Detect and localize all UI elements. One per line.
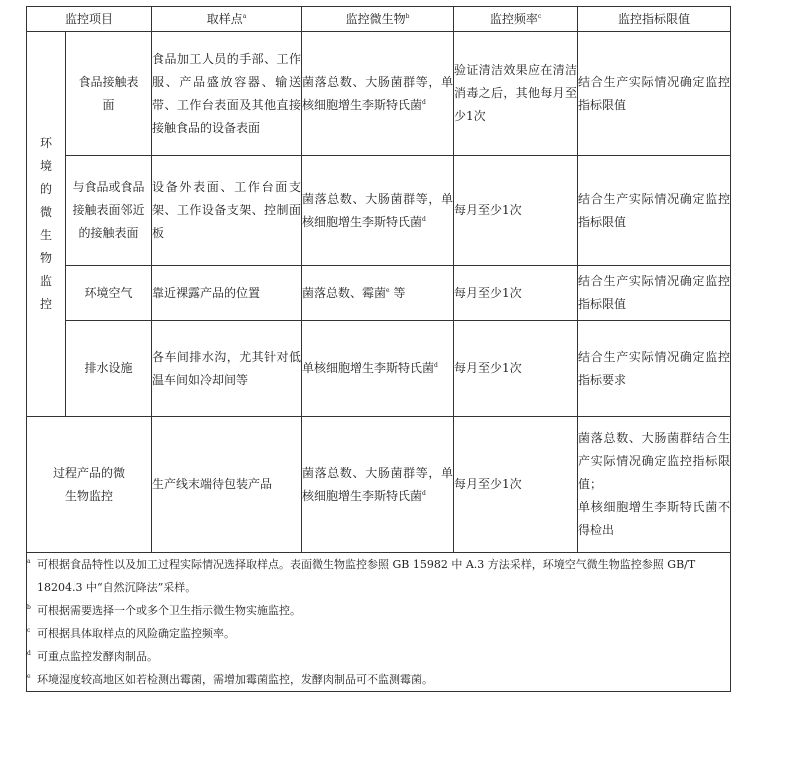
frequency-cell: 每月至少1次 [454,266,578,321]
item-cell: 环境空气 [66,266,152,321]
footnote: d 可重点监控发酵肉制品。 [27,650,158,663]
footnote: a 可根据食品特性以及加工过程实际情况选择取样点。表面微生物监控参照 GB 15982 中 A.3 方法采样，环境空气微生物监控参照 GB/T 18204.3 中“自然沉降法”采样。 [27,558,696,594]
footnotes [27,553,731,692]
microbe-cell: 菌落总数、霉菌$^e$ 等 [302,266,454,321]
sampling-point-cell: 生产线末端待包装产品 [152,417,302,553]
item-cell: 与食品或食品接触表面邻近的接触表面 [66,156,152,266]
microbe-cell: 菌落总数、大肠菌群等，单核细胞增生李斯特氏菌$^d$ [302,417,454,553]
sampling-point-cell: 各车间排水沟，尤其针对低温车间如冷却间等 [152,321,302,417]
footnote: c 可根据具体取样点的风险确定监控频率。 [27,627,235,640]
limit-cell: 结合生产实际情况确定监控指标限值 [578,266,731,321]
frequency-cell: 每月至少1次 [454,321,578,417]
table-row [27,321,731,417]
header-cell: 监控频率$^c$ [454,7,578,32]
table-row [27,156,731,266]
frequency-cell: 每月至少1次 [454,417,578,553]
footnote: b 可根据需要选择一个或多个卫生指示微生物实施监控。 [27,604,301,617]
microbe-cell: 单核细胞增生李斯特氏菌$^d$ [302,321,454,417]
header-cell: 监控微生物$^b$ [302,7,454,32]
item-cell: 排水设施 [66,321,152,417]
table-row [27,417,731,553]
group-label-cell: 环 境 的 微 生 物 监 控 [27,32,66,417]
limit-cell: 菌落总数、大肠菌群结合生产实际情况确定监控指标限值； 单核细胞增生李斯特氏菌不得检出 [578,417,731,553]
sampling-point-cell: 设备外表面、工作台面支架、工作设备支架、控制面板 [152,156,302,266]
limit-cell: 结合生产实际情况确定监控指标限值 [578,156,731,266]
limit-cell: 结合生产实际情况确定监控指标要求 [578,321,731,417]
sampling-point-cell: 食品加工人员的手部、工作服、产品盛放容器、输送带、工作台表面及其他直接接触食品的设备表面 [152,32,302,156]
frequency-cell: 验证清洁效果应在清洁消毒之后，其他每月至少1次 [454,32,578,156]
table-header-row [27,7,731,32]
header-cell: 监控指标限值 [578,7,731,32]
limit-cell: 结合生产实际情况确定监控指标限值 [578,32,731,156]
frequency-cell: 每月至少1次 [454,156,578,266]
sampling-point-cell: 靠近裸露产品的位置 [152,266,302,321]
process-item-cell: 过程产品的微生物监控 [27,417,152,553]
table-row [27,266,731,321]
table-row [27,32,731,156]
header-cell: 取样点$^a$ [152,7,302,32]
monitoring-table [26,6,731,692]
item-cell: 食品接触表面 [66,32,152,156]
microbe-cell: 菌落总数、大肠菌群等，单核细胞增生李斯特氏菌$^d$ [302,156,454,266]
footnote: e 环境湿度较高地区如若检测出霉菌，需增加霉菌监控，发酵肉制品可不监测霉菌。 [27,673,433,686]
microbe-cell: 菌落总数、大肠菌群等，单核细胞增生李斯特氏菌$^d$ [302,32,454,156]
notes-row [27,553,731,692]
header-cell: 监控项目 [27,7,152,32]
